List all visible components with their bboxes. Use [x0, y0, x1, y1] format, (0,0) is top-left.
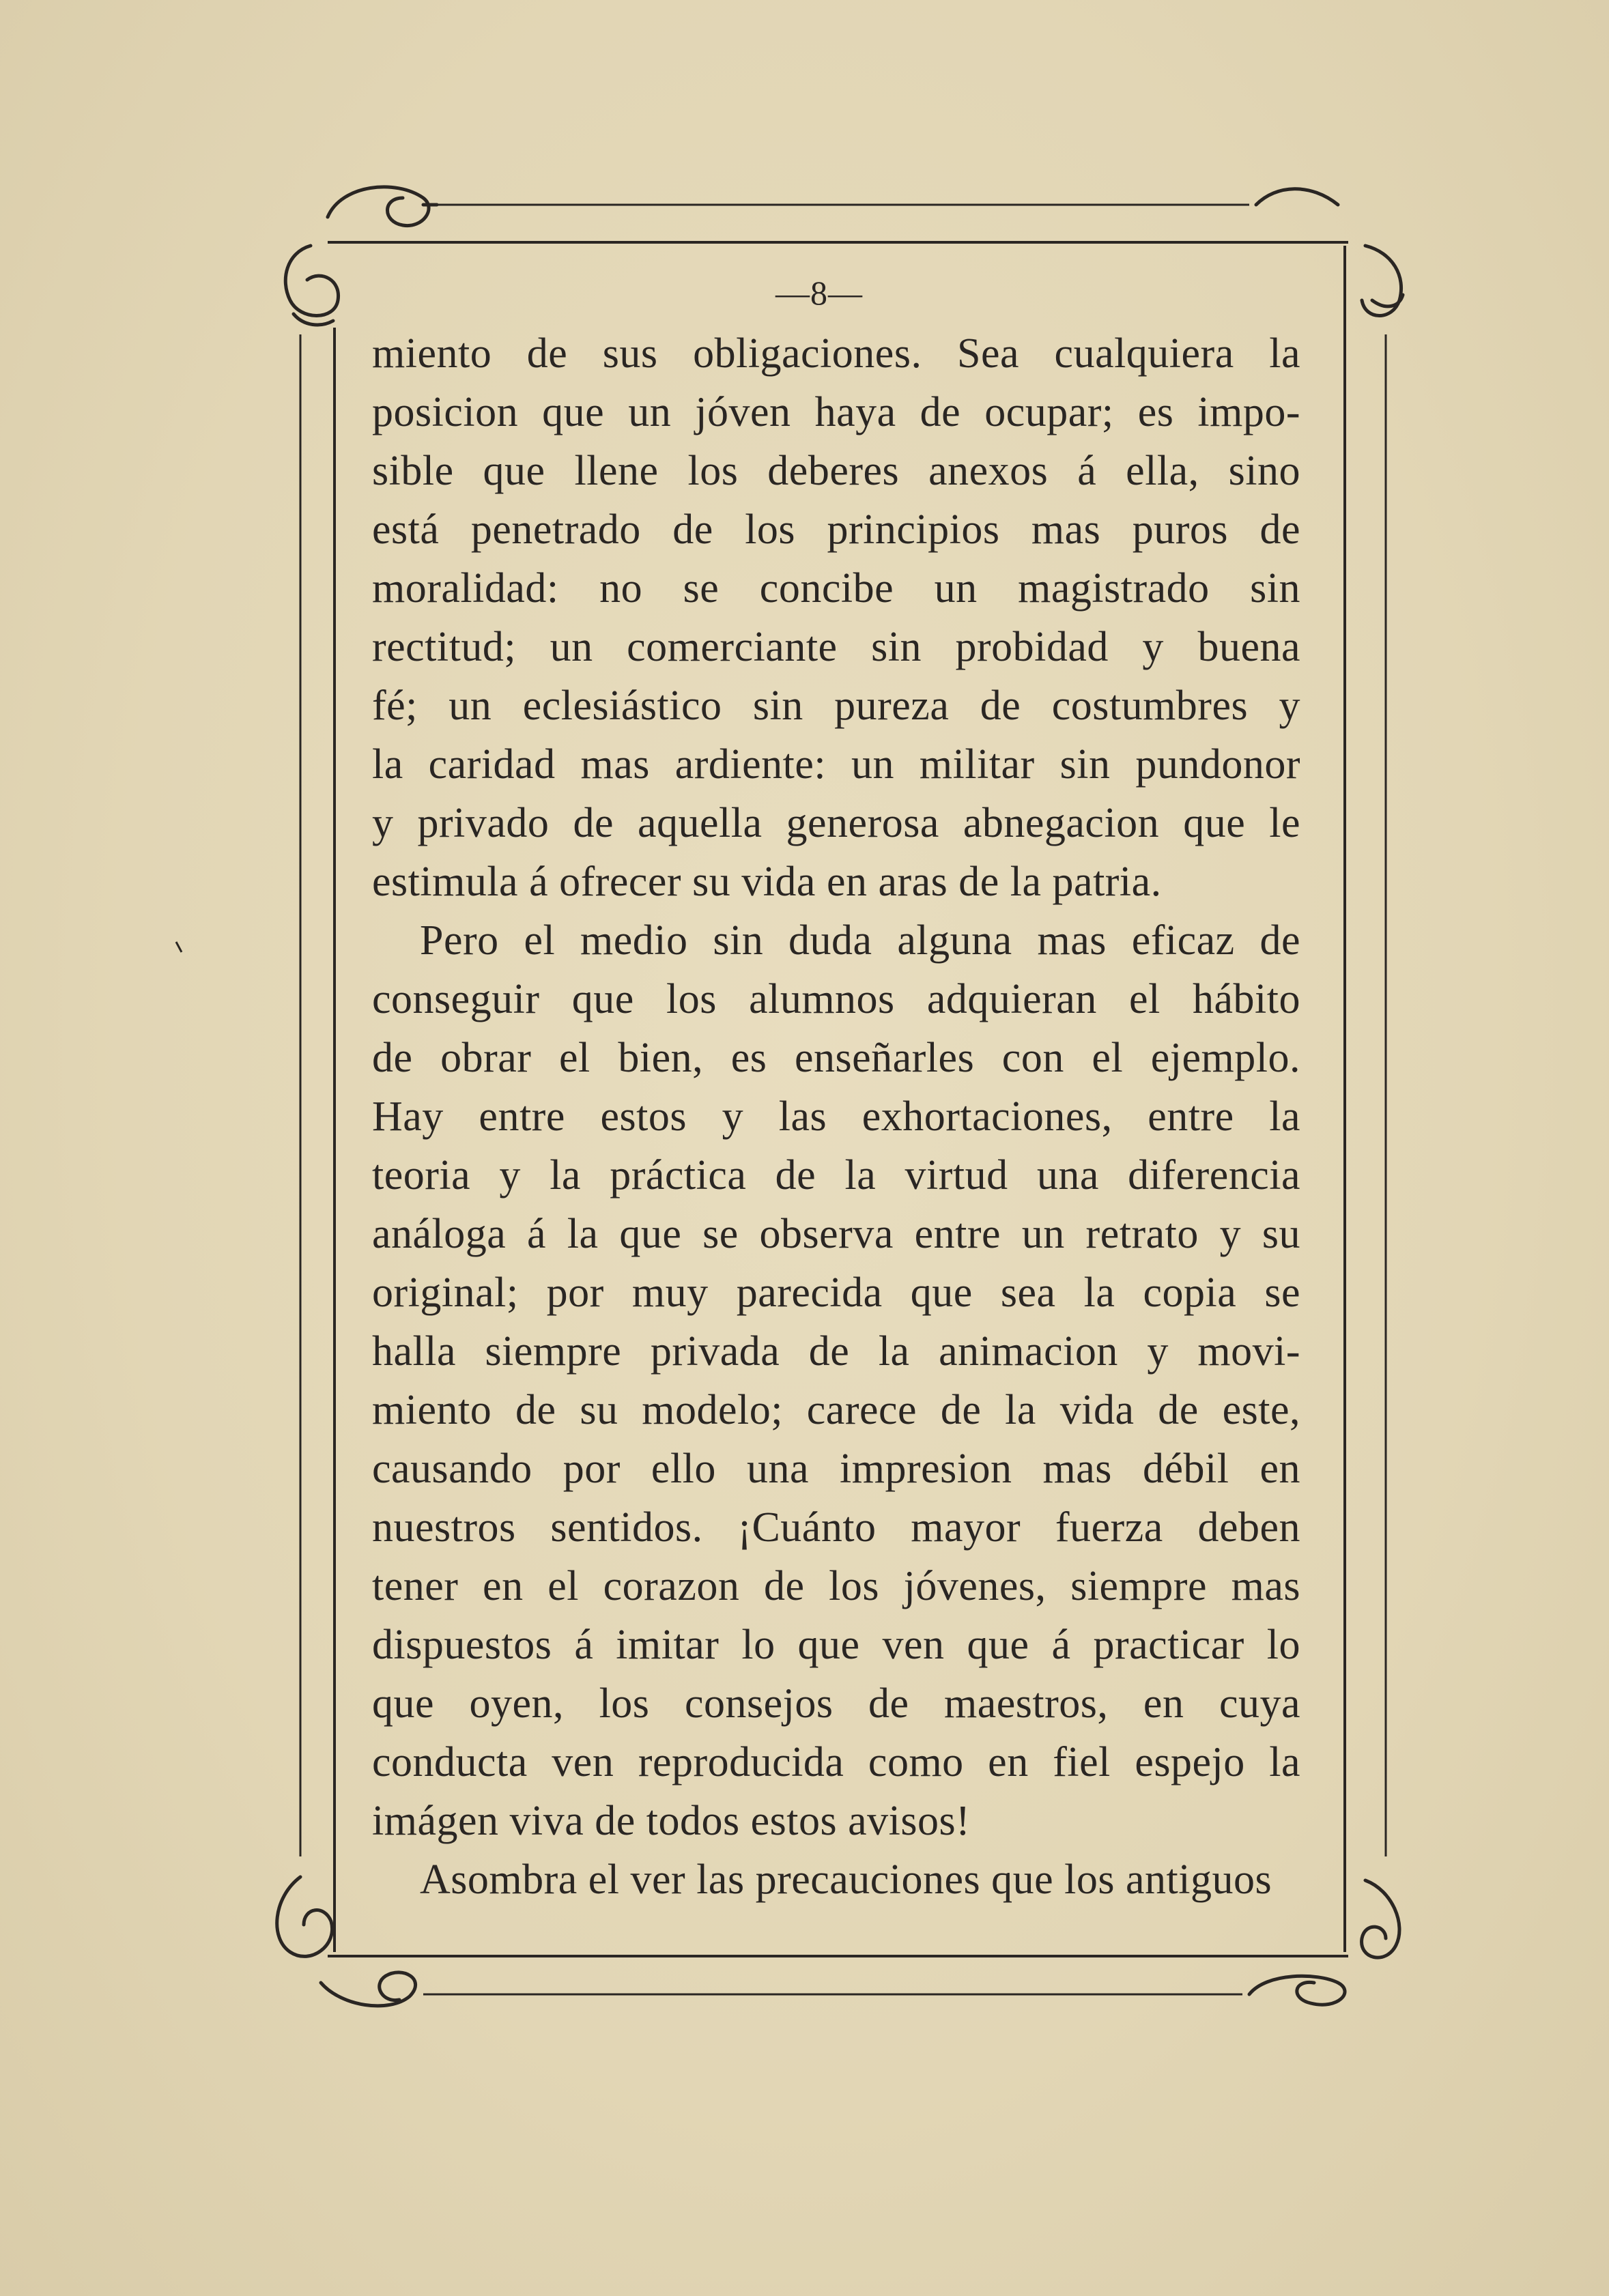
text-line: está penetrado de los principios mas puros de	[372, 506, 1300, 553]
text-line: nuestros sentidos. ¡Cuánto mayor fuerza deben	[372, 1504, 1300, 1551]
text-line: rectitud; un comerciante sin probidad y buena	[372, 624, 1300, 670]
text-line: imágen viva de todos estos avisos!	[372, 1798, 971, 1844]
text-line: miento de sus obligaciones. Sea cualquiera la	[372, 330, 1300, 377]
page-number: —8—	[775, 274, 863, 312]
text-line: halla siempre privada de la animacion y movi-	[372, 1328, 1300, 1375]
text-line: dispuestos á imitar lo que ven que á practicar lo	[372, 1622, 1300, 1668]
text-line: miento de su modelo; carece de la vida de este,	[372, 1387, 1300, 1433]
flourish-top-right	[1256, 189, 1403, 316]
margin-mark	[176, 942, 182, 952]
text-line: fé; un eclesiástico sin pureza de costumbres y	[372, 683, 1300, 729]
text-line: y privado de aquella generosa abnegacion que le	[372, 800, 1300, 846]
text-line: tener en el corazon de los jóvenes, siempre mas	[372, 1563, 1300, 1609]
text-line: teoria y la práctica de la virtud una diferencia	[372, 1152, 1300, 1199]
body-text	[372, 324, 1300, 1909]
text-line: conducta ven reproducida como en fiel espejo la	[372, 1739, 1300, 1785]
text-line: que oyen, los consejos de maestros, en cuya	[372, 1680, 1300, 1727]
text-line: original; por muy parecida que sea la copia se	[372, 1269, 1300, 1316]
text-line: posicion que un jóven haya de ocupar; es impo-	[372, 389, 1300, 435]
text-line: conseguir que los alumnos adquieran el hábito	[372, 976, 1300, 1022]
text-line: de obrar el bien, es enseñarles con el ejemplo.	[372, 1035, 1300, 1081]
flourish-top-left	[285, 187, 437, 325]
text-line: la caridad mas ardiente: un militar sin pundonor	[372, 741, 1300, 788]
text-line: Pero el medio sin duda alguna mas eficaz de	[420, 917, 1300, 964]
text-line: análoga á la que se observa entre un retrato y su	[372, 1211, 1300, 1257]
text-line: causando por ello una impresion mas débil en	[372, 1446, 1300, 1492]
text-line: moralidad: no se concibe un magistrado sin	[372, 565, 1300, 612]
text-line: Asombra el ver las precauciones que los antiguos	[420, 1856, 1272, 1903]
text-line: sible que llene los deberes anexos á ella, sino	[372, 448, 1300, 494]
text-line: estimula á ofrecer su vida en aras de la patria.	[372, 859, 1162, 905]
text-line: Hay entre estos y las exhortaciones, entre la	[372, 1093, 1300, 1140]
